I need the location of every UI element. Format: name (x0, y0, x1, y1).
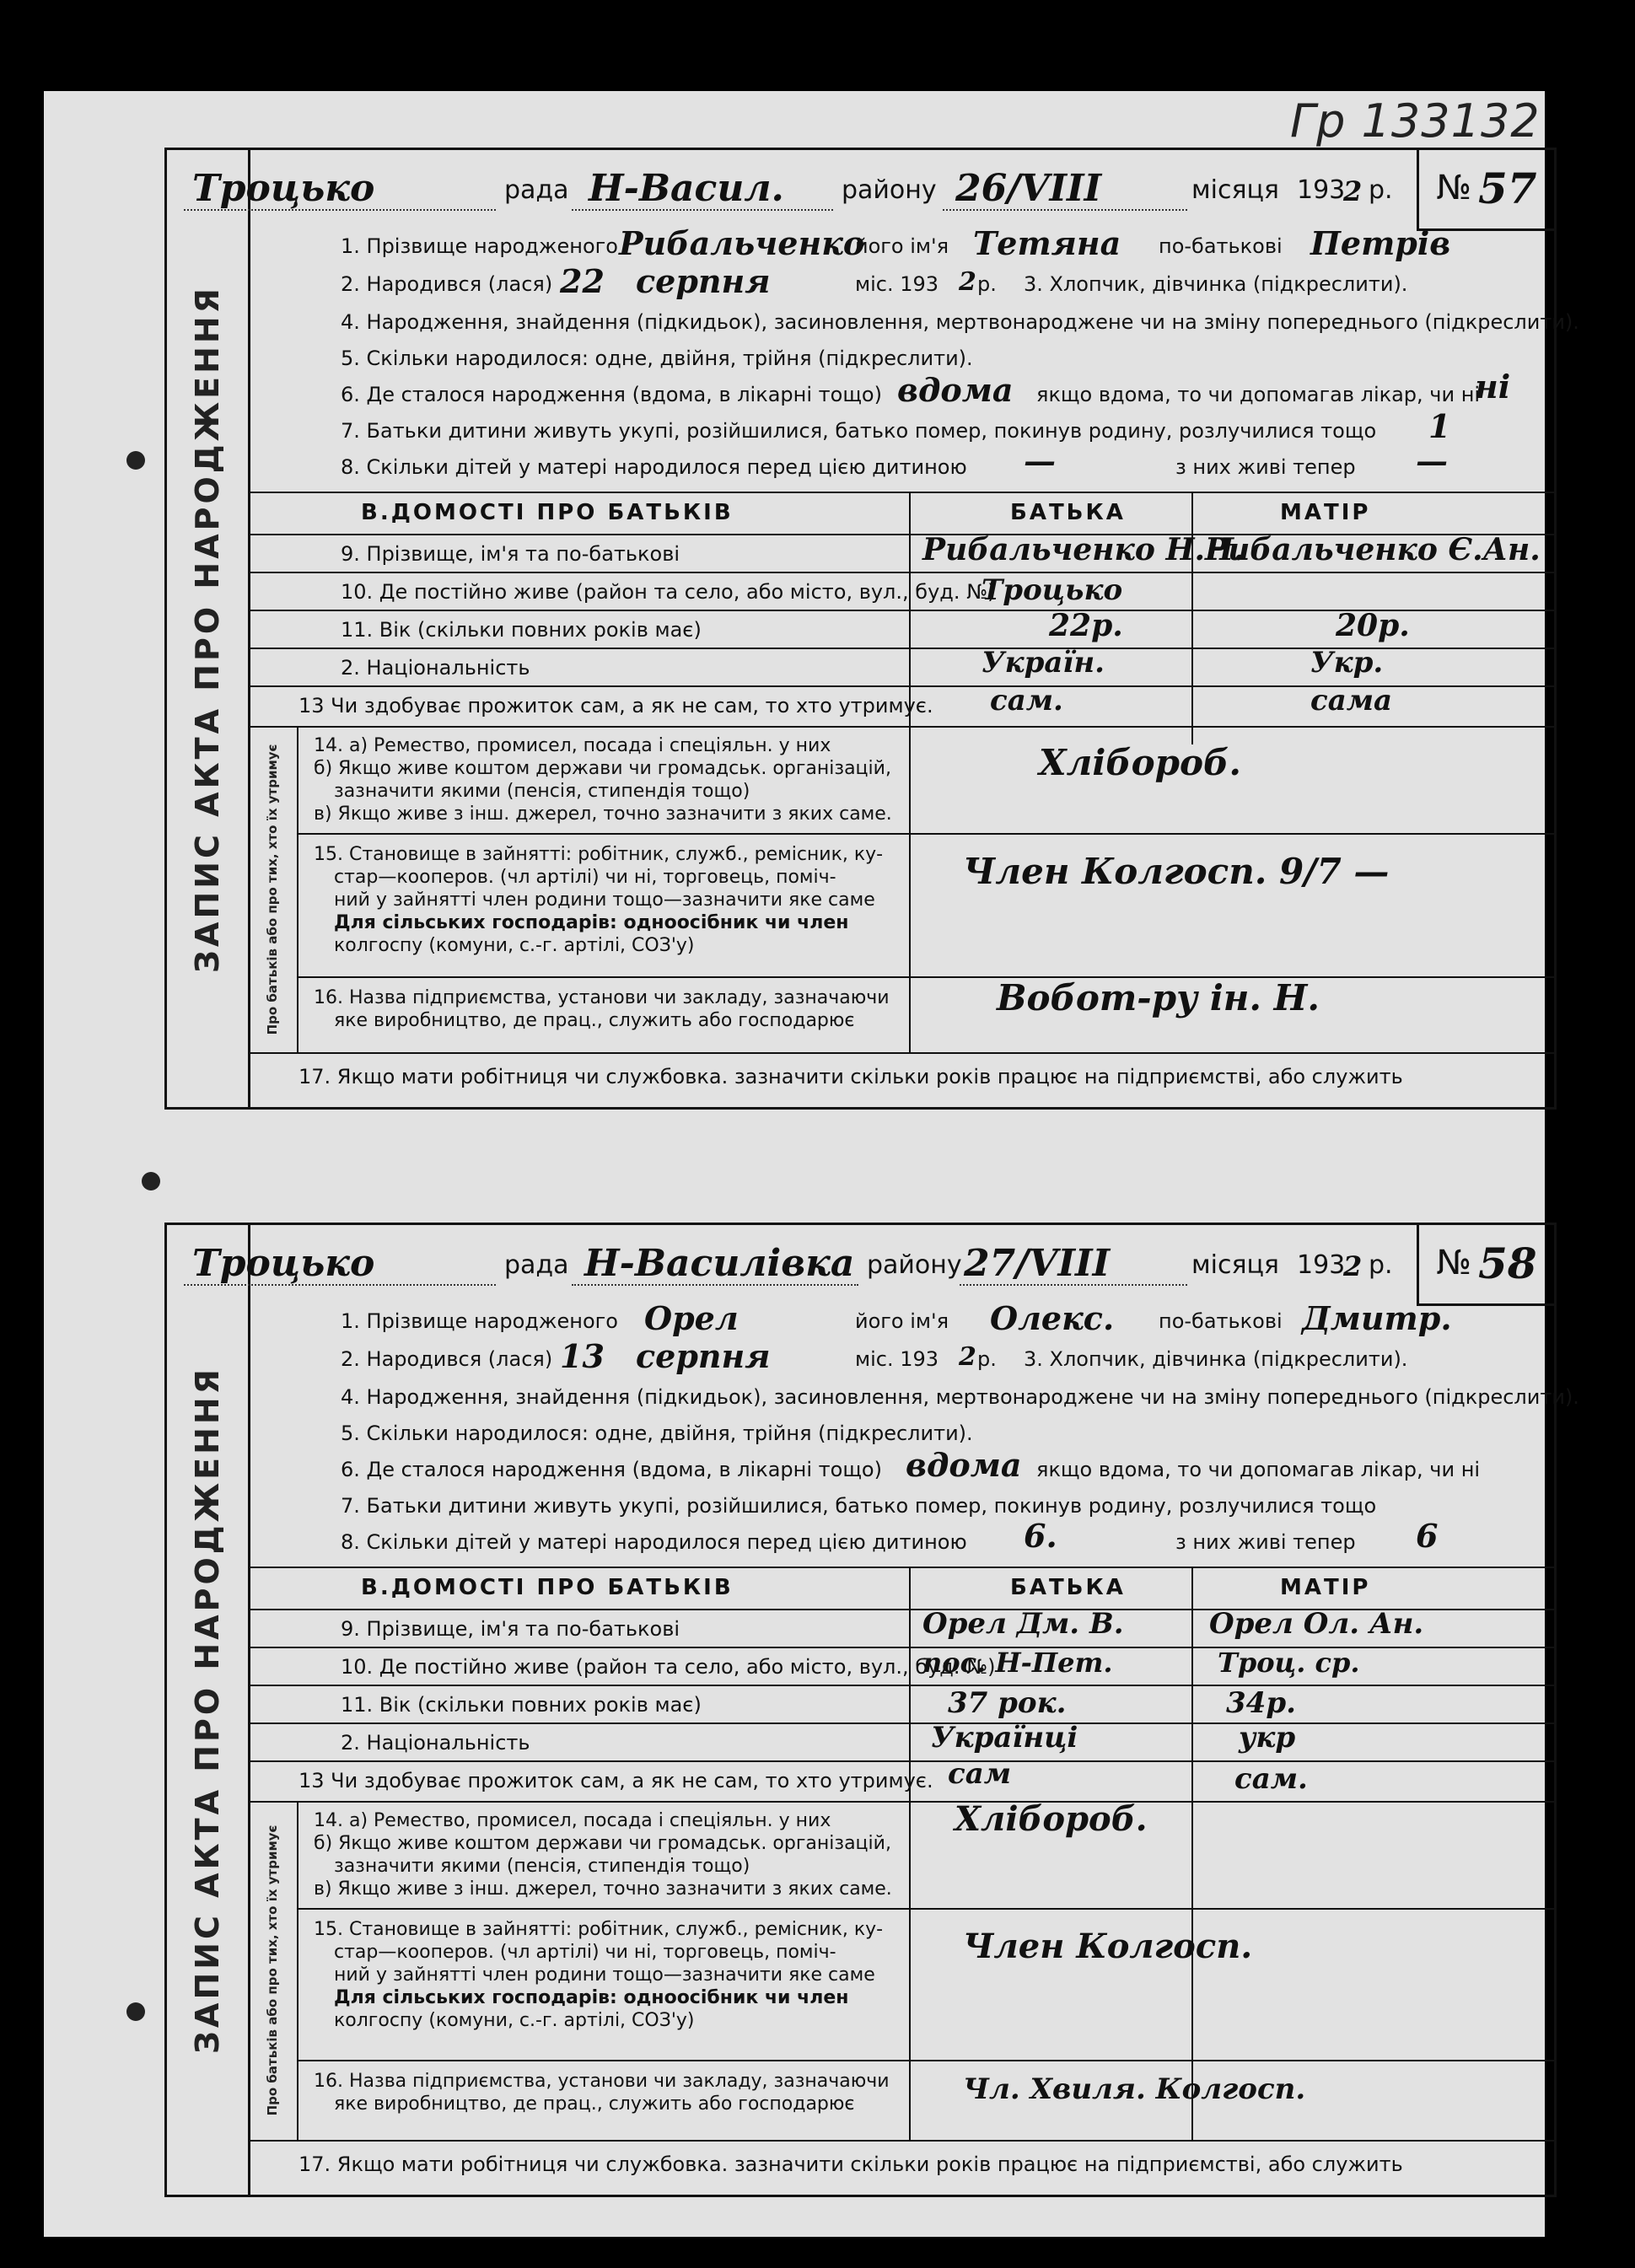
subspine: Про батьків або про тих, хто їх утримує (248, 1801, 298, 2140)
birth-record-form-1: ЗАПИС АКТА ПРО НАРОДЖЕННЯ Троцько рада Н-Васил. району 26/VIII місяця 193 2 р. № 57 1. Прізвище народженого Рибальченко його ім'я Тетяна по-батькові Петрів 2. Народився (лася) 22 серпня міс. 193 2 р. 3. Хлопчик, дівчинка (підкреслити). 4. Народження, знайдення (підкидьок), засиновлення, мертвонароджене чи на зміну попереднього (підкреслити). 5. Скільки народилося: одне, двійня, трійня (підкреслити). 6. Де сталося народження (вдома, в лікарні тощо) вдома якщо вдома, то чи допомагав лікар, чи ні ні 7. Батьки дитини живуть укупі, розійшилися, батько помер, покинув родину, розлучилися тощо 1 8. Скільки дітей у матері народилося перед цією дитиною — з них живі тепер — В.ДОМОСТІ ПРО БАТЬКІВ БАТЬКА МАТІР 9. Прізвище, ім'я та по-батькові Рибальченко Н.Н. Рибальченко Є.Ан. 10. Де постійно живе (район та село, або місто, вул., буд. №) Троцько 11. Вік (скільки повних років має) 22р. 20р. 2. Національність Україн. Укр. 13 Чи здобуває прожиток сам, а як не сам, то хто утримує. сам. сама Про батьків або про тих, хто їх утримує 14. а) Ремество, промисел, посада і спеціяльн. у них б) Якщо живе коштом держави чи громадськ. організацій, зазначити якими (пенсія, стипендія тощо) в) Якщо живе з інш. джерел, точно зазначити з яких саме. Хлібороб. 15. Становище в зайнятті: робітник, служб., ремісник, ку- стар—кооперов. (чл артілі) чи ні, торговець, поміч- ний у зайнятті член родини тощо—зазначити яке саме Для сільських господарів: одноосібник чи член колгоспу (комуни, с.-г. артілі, СОЗ'у) Член Колгосп. 9/7 — 16. Назва підприємства, установи чи закладу, зазначаючи яке виробництво, де прац., служить або господарює Вобот-ру ін. Н. 17. Якщо мати робітниця чи службовка. зазначити скільки років працює на підприємстві, або служить (164, 148, 1557, 1110)
village-value: Троцько (192, 167, 375, 210)
record-number: 58 (1478, 1238, 1537, 1288)
child-surname: Рибальченко (619, 224, 865, 262)
month-label: місяця (1191, 1250, 1279, 1280)
punch-hole (142, 1172, 160, 1190)
year-digit: 2 (1343, 1250, 1363, 1282)
father-age: 37 рок. (948, 1686, 1067, 1720)
archive-stamp-number: Гр 133132 (1290, 94, 1541, 148)
year-prefix: 193 (1297, 1250, 1346, 1280)
child-surname: Орел (644, 1299, 739, 1337)
table-header: В.ДОМОСТІ ПРО БАТЬКІВ (361, 1575, 734, 1600)
table-header: В.ДОМОСТІ ПРО БАТЬКІВ (361, 500, 734, 525)
form-spine: ЗАПИС АКТА ПРО НАРОДЖЕННЯ (167, 150, 250, 1107)
birth-month: серпня (636, 262, 771, 300)
form-spine: ЗАПИС АКТА ПРО НАРОДЖЕННЯ (167, 1225, 250, 2195)
father-support: сам (948, 1757, 1012, 1791)
children-alive: 6 (1416, 1517, 1439, 1555)
rada-label: рада (504, 1250, 569, 1280)
birth-year-digit: 2 (959, 267, 976, 297)
father-support: сам. (990, 684, 1063, 717)
form-header (167, 150, 1554, 219)
rada-value: Н-Василівка (584, 1242, 855, 1285)
birth-day: 13 (560, 1337, 605, 1375)
month-label: місяця (1191, 175, 1279, 205)
father-name: Рибальченко Н.Н. (922, 532, 1245, 567)
record-number-box: № 57 (1417, 148, 1554, 231)
child-name: Олекс. (990, 1299, 1115, 1337)
birth-day: 22 (560, 262, 605, 300)
mother-name: Рибальченко Є.Ан. (1205, 532, 1541, 567)
residence: пос. Н-Пет. (922, 1647, 1113, 1679)
mother-age: 20р. (1336, 608, 1410, 643)
mother-nationality: Укр. (1310, 646, 1384, 680)
village-value: Троцько (192, 1242, 375, 1285)
year-suffix: р. (1369, 1250, 1393, 1280)
col-father: БАТЬКА (1010, 1575, 1126, 1600)
employment: Член Колгосп. 9/7 — (963, 851, 1390, 892)
children-alive: — (1416, 442, 1448, 480)
residence-mother: Троц. ср. (1218, 1647, 1360, 1679)
punch-hole (126, 451, 145, 470)
children-before: — (1024, 442, 1056, 480)
rayon-value: 27/VIII (964, 1242, 1111, 1285)
rada-value: Н-Васил. (589, 167, 784, 210)
father-nationality: Українці (931, 1721, 1078, 1755)
occupation: Хлібороб. (1039, 742, 1241, 783)
parents-status: 1 (1428, 407, 1451, 445)
form-header (167, 1225, 1554, 1294)
enterprise: Вобот-ру ін. Н. (997, 977, 1320, 1018)
birth-year-digit: 2 (959, 1342, 976, 1372)
residence: Троцько (982, 573, 1123, 607)
rada-label: рада (504, 175, 569, 205)
child-patronymic: Петрів (1310, 224, 1451, 262)
year-suffix: р. (1369, 175, 1393, 205)
employment: Член Колгосп. (963, 1927, 1253, 1966)
rayon-value: 26/VIII (955, 167, 1102, 210)
punch-hole (126, 2002, 145, 2021)
rayon-label: району (842, 175, 937, 205)
father-name: Орел Дм. В. (922, 1607, 1124, 1641)
col-father: БАТЬКА (1010, 500, 1126, 525)
rayon-label: району (867, 1250, 962, 1280)
col-mother: МАТІР (1280, 500, 1371, 525)
subspine: Про батьків або про тих, хто їх утримує (248, 726, 298, 1052)
record-number: 57 (1478, 163, 1537, 213)
occupation: Хлібороб. (955, 1799, 1148, 1839)
father-age: 22р. (1049, 608, 1123, 643)
child-patronymic: Дмитр. (1302, 1299, 1452, 1337)
mother-nationality: укр (1239, 1721, 1296, 1755)
mother-name: Орел Ол. Ан. (1209, 1607, 1424, 1641)
birth-place: вдома (906, 1446, 1022, 1484)
mother-age: 34р. (1226, 1686, 1296, 1720)
children-before: 6. (1024, 1517, 1057, 1555)
birth-record-form-2: ЗАПИС АКТА ПРО НАРОДЖЕННЯ Троцько рада Н-Василівка району 27/VIII місяця 193 2 р. № 58 1. Прізвище народженого Орел його ім'я Олекс. по-батькові Дмитр. 2. Народився (лася) 13 серпня міс. 193 2 р. 3. Хлопчик, дівчинка (підкреслити). 4. Народження, знайдення (підкидьок), засиновлення, мертвонароджене чи на зміну попереднього (підкреслити). 5. Скільки народилося: одне, двійня, трійня (підкреслити). 6. Де сталося народження (вдома, в лікарні тощо) вдома якщо вдома, то чи допомагав лікар, чи ні 7. Батьки дитини живуть укупі, розійшилися, батько помер, покинув родину, розлучилися тощо 8. Скільки дітей у матері народилося перед цією дитиною 6. з них живі тепер 6 В.ДОМОСТІ ПРО БАТЬКІВ БАТЬКА МАТІР 9. Прізвище, ім'я та по-батькові Орел Дм. В. Орел Ол. Ан. 10. Де постійно живе (район та село, або місто, вул., буд. №) пос. Н-Пет. Троц. ср. 11. Вік (скільки повних років має) 37 рок. 34р. 2. Національність Українці укр 13 Чи здобуває прожиток сам, а як не сам, то хто утримує. сам сам. Про батьків або про тих, хто їх утримує 14. а) Ремество, промисел, посада і спеціяльн. у них б) Якщо живе коштом держави чи громадськ. організацій, зазначити якими (пенсія, стипендія тощо) в) Якщо живе з інш. джерел, точно зазначити з яких саме. Хлібороб. 15. Становище в зайнятті: робітник, служб., ремісник, ку- стар—кооперов. (чл артілі) чи ні, торговець, поміч- ний у зайнятті член родини тощо—зазначити яке саме Для сільських господарів: одноосібник чи член колгоспу (комуни, с.-г. артілі, СОЗ'у) Член Колгосп. 16. Назва підприємства, установи чи закладу, зазначаючи яке виробництво, де прац., служить або господарює Чл. Хвиля. Колгосп. 17. Якщо мати робітниця чи службовка. зазначити скільки років працює на підприємстві, або служить (164, 1223, 1557, 2197)
year-digit: 2 (1343, 175, 1363, 207)
year-prefix: 193 (1297, 175, 1346, 205)
col-mother: МАТІР (1280, 1575, 1371, 1600)
mother-support: сама (1310, 684, 1393, 717)
child-name: Тетяна (973, 224, 1121, 262)
doctor-helped: ні (1475, 368, 1511, 406)
father-nationality: Україн. (982, 646, 1105, 680)
mother-support: сам. (1234, 1762, 1308, 1796)
birth-month: серпня (636, 1337, 771, 1375)
birth-place: вдома (897, 371, 1014, 409)
enterprise: Чл. Хвиля. Колгосп. (963, 2072, 1306, 2106)
record-number-box: № 58 (1417, 1223, 1554, 1306)
